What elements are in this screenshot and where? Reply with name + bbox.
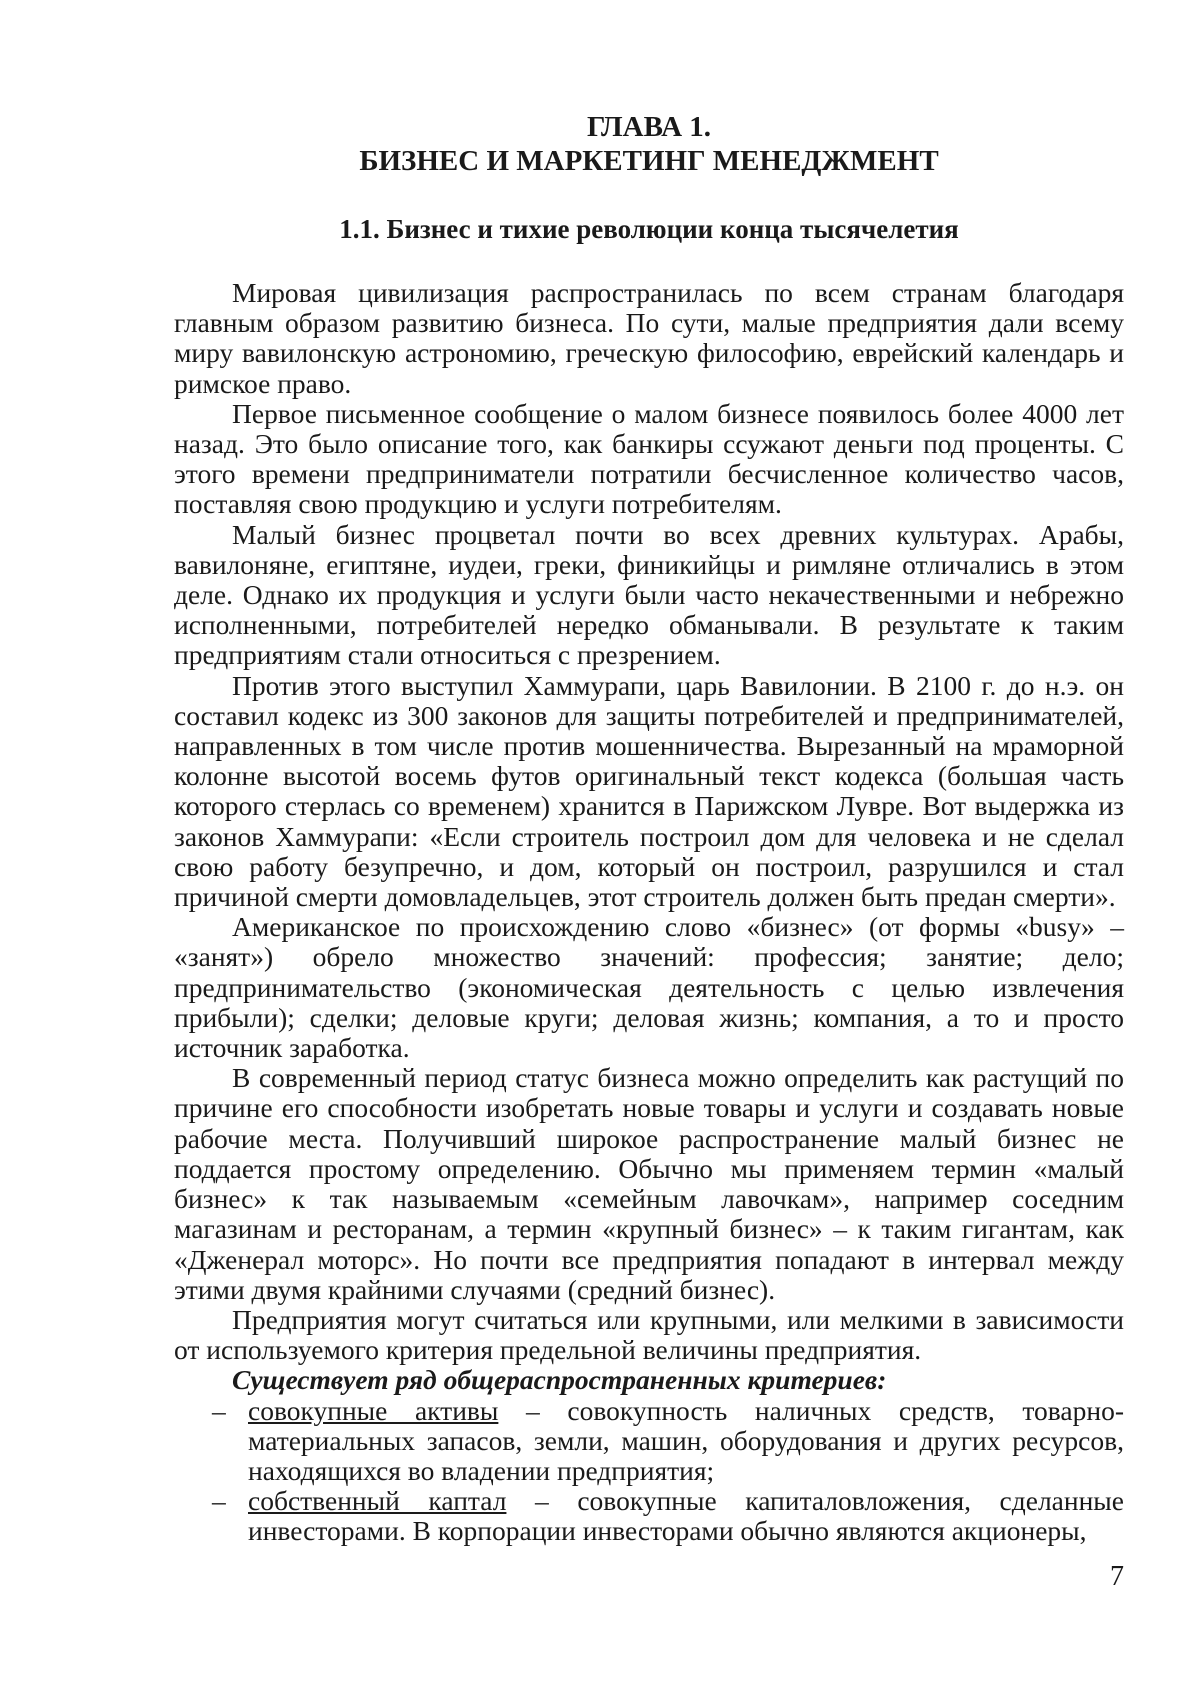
document-page	[174, 110, 1124, 1547]
criteria-term: собственный каптал	[248, 1485, 507, 1517]
section-title: 1.1. Бизнес и тихие революции конца тысячелетия	[339, 214, 959, 244]
criteria-list	[174, 1396, 1124, 1547]
paragraph: Первое письменное сообщение о малом бизнесе появилось более 4000 лет назад. Это было описание того, как банкиры ссужают деньги под проценты. С этого времени предприниматели потратили бесчисленное количество часов, поставляя свою продукцию и услуги потребителям.	[174, 397, 1124, 520]
paragraph: Малый бизнес процветал почти во всех древних культурах. Арабы, вавилоняне, египтяне, иудеи, греки, финикийцы и римляне отличались в этом деле. Однако их продукция и услуги были часто некачественными и небрежно исполненными, потребителей нередко обманывали. В результате к таким предприятиям стали относиться с презрением.	[174, 518, 1124, 671]
paragraph: В современный период статус бизнеса можно определить как растущий по причине его способности изобретать новые товары и услуги и создавать новые рабочие места. Получивший широкое распространение малый бизнес не поддается простому определению. Обычно мы применяем термин «малый бизнес» к так называемым «семейным лавочкам», например соседним магазинам и ресторанам, а термин «крупный бизнес» – к таким гигантам, как «Дженерал моторс». Но почти все предприятия попадают в интервал между этими двумя крайними случаями (средний бизнес).	[174, 1062, 1124, 1305]
criteria-term: совокупные активы	[248, 1394, 499, 1426]
paragraph: Американское по происхождению слово «бизнес» (от формы «busy» – «занят») обрело множество значений: профессия; занятие; дело; предпринимательство (экономическая деятельность с целью извлечения прибыли); сделки; деловые круги; деловая жизнь; компания, а то и просто источник заработка.	[174, 911, 1124, 1064]
paragraph: Предприятия могут считаться или крупными, или мелкими в зависимости от используемого критерия предельной величины предприятия.	[174, 1303, 1124, 1366]
paragraph: Против этого выступил Хаммурапи, царь Вавилонии. В 2100 г. до н.э. он составил кодекс из 300 законов для защиты потребителей и предпринимателей, направленных в том числе против мошенничества. Вырезанный на мраморной колонне высотой восемь футов оригинальный текст кодекса (большая часть которого стерлась со временем) хранится в Парижском Лувре. Вот выдержка из законов Хаммурапи: «Если строитель построил дом для человека и не сделал свою работу безупречно, и дом, который он построил, разрушился и стал причиной смерти домовладельцев, этот строитель должен быть предан смерти».	[174, 669, 1124, 913]
paragraph: Мировая цивилизация распространилась по всем странам благодаря главным образом развитию бизнеса. По сути, малые предприятия дали всему миру вавилонскую астрономию, греческую философию, еврейский календарь и римское право.	[174, 277, 1124, 399]
list-dash: –	[212, 1485, 226, 1517]
criteria-description: – совокупные капиталовложения, сделанные инвесторами. В корпорации инвесторами обычно являются акционеры,	[248, 1485, 1124, 1547]
criteria-heading: Существует ряд общераспространенных критериев:	[232, 1364, 887, 1396]
chapter-heading	[174, 110, 1124, 178]
list-item	[174, 1486, 1124, 1546]
chapter-number: ГЛАВА 1.	[586, 111, 712, 143]
list-item	[174, 1396, 1124, 1487]
page-number: 7	[1110, 1561, 1124, 1592]
list-dash: –	[212, 1394, 226, 1426]
chapter-title: БИЗНЕС И МАРКЕТИНГ МЕНЕДЖМЕНТ	[359, 145, 939, 177]
criteria-description: – совокупность наличных средств, товарно-материальных запасов, земли, машин, оборудования и других ресурсов, находящихся во владении предприятия;	[248, 1394, 1124, 1486]
